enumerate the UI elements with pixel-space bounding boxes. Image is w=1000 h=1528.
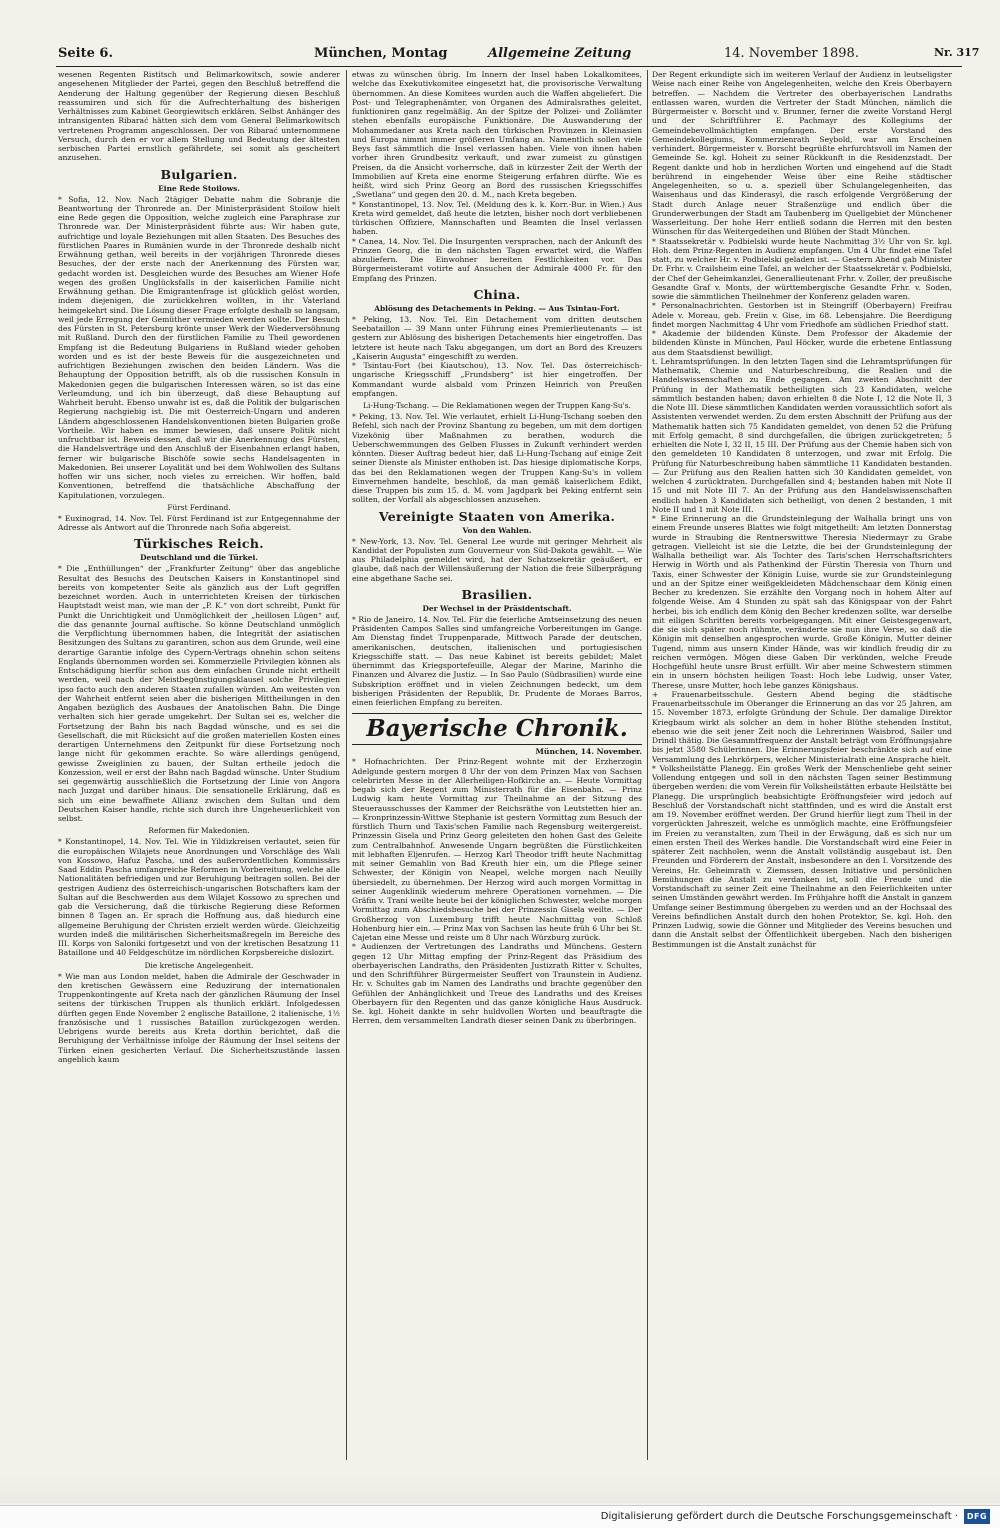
issue-date: 14. November 1898. — [724, 46, 859, 61]
chronicle-heading: Bayerische Chronik. — [352, 713, 642, 745]
page-number: Seite 6. — [58, 46, 113, 61]
page-header — [56, 44, 980, 67]
article-text: * Akademie der bildenden Künste. Dem Professor der Akademie der bildenden Künste in München, Paul Höcker, wurde die erbetene Entlassung aus dem Staatsdienst bewilligt. — [652, 329, 952, 357]
section-subheading: Li-Hung-Tschang. — Die Reklamationen wegen der Truppen Kang-Su's. — [363, 401, 631, 410]
section-heading: Brasilien. — [461, 586, 533, 602]
article-text: * Sofia, 12. Nov. Nach 2tägiger Debatte nahm die Sobranje die Beantwortung der Thronrede an. Der Ministerpräsident Stoilow hielt eine Rede gegen die Opposition, welche zugleich eine Paraphrase zur Thronrede war. Der Ministerpräsident führte aus: Wir haben gute, aufrichtige und loyale Beziehungen mit allen Staaten. Des Besuches des fürstlichen Paares in Rumänien wurde in der Thronrede deshalb nicht Erwähnung gethan, weil bereits in der vorjährigen Thronrede dieses Besuches, der der erste nach der Anerkennung des Fürsten war, gedacht worden ist. Desgleichen wurde des Besuches am Wiener Hofe wegen des großen Unglücksfalls in der kaiserlichen Familie nicht Erwähnung gethan. Die Emigrantenfrage ist glücklich gelöst worden, indem diejenigen, die zurückkehren wollten, in ihr Vaterland heimgekehrt sind. Die Lösung dieser Frage erfolgte deshalb so langsam, weil jede Erregung der Gemüther vermieden werden sollte. Der Besuch des Fürsten in St. Petersburg krönte unser Werk der Wiederversöhnung mit Rußland. Durch den der fürstlichen Familie zu Theil gewordenen Empfang ist die Bedeutung Bulgariens in Rußland wieder gehoben worden und es ist der beste Beweis für die ausgezeichneten und aufrichtigen Beziehungen zwischen den beiden Ländern. Was die Behauptung der Opposition betrifft, als ob die russischen Konsuln in Makedonien gegen die bulgarischen Interessen wären, so ist das eine Verleumdung, und ich bin überzeugt, daß diese Behauptung auf Wahrheit beruht. Ebenso unwahr ist es, daß die Politik der bulgarischen Regierung nachgiebig ist. Die mit Oesterreich-Ungarn und anderen Ländern abgeschlossenen Handelskonventionen bieten Bulgarien große Vortheile. Wir haben es immer bewiesen, daß unsere Politik nicht unfruchtbar ist. Beweis dessen, daß wir die Anerkennung des Fürsten, die Handelsverträge und den Anschluß der Eisenbahnen erlangt haben, ferner wir bulgarische Bischöfe sowie sechs Handelsagenten in Makedonien. Bei unserer Loyalität und bei dem Wohlwollen des Sultans hoffen wir uns sicher, noch vieles zu erreichen. Wir hoffen, bald Konventionen, betreffend die thatsächliche Abschaffung der Kapitulationen, vorzulegen. — [58, 194, 340, 500]
section-subheading: Ablösung des Detachements in Peking. — Aus Tsintau-Fort. — [374, 303, 620, 313]
section-subheading: Reformen für Makedonien. — [148, 826, 250, 836]
newspaper-title: Allgemeine Zeitung — [488, 46, 632, 61]
article-text: * Audienzen der Vertretungen des Landraths und Münchens. Gestern gegen 12 Uhr Mittag empfing der Prinz-Regent das Präsidium des oberbayerischen Landraths, den Präsidenten Justizrath Ritter v. Schultes, und den Schriftführer Bürgermeister Seuffert von Traunstein in Audienz. Hr. v. Schultes gab im Namen des Landraths und brachte gegenüber den Gefühlen der Anhänglichkeit und Treue des Landraths und des Kreises Oberbayern für den Regenten und das ganze königliche Haus Ausdruck. Se. kgl. Hoheit dankte in sehr huldvollen Worten und beauftragte die Herren, dem versammelten Landrath dieser seinen Dank zu überbringen. — [352, 942, 642, 1026]
article-text: wesenen Regenten Ristitsch und Belimarkowitsch, sowie anderer angesehenen Mitglieder der Partei, gegen den Beschluß betreffend die Aenderung der Haltung gegenüber der Regierung diesen Beschluß reassumiren und sich für die Aufrechterhaltung des bisherigen Verhältnisses zum Kabinet Georgiewitsch erklären. Selbst Anhänger des intransigenten Ribarać hätten sich dem vom General Belimarkowitsch vertretenen Programm angeschlossen. Der von Ribarać unternommene Versuch, durch den er vor allem Stellung und Bedeutung der ältesten serbischen Partei ernstlich gefährdete, sei somit als gescheitert anzusehen. — [58, 70, 340, 163]
section-heading: Vereinigte Staaten von Amerika. — [378, 508, 616, 524]
section-subheading: Eine Rede Stoilows. — [158, 183, 240, 193]
article-text: * Personalnachrichten. Gestorben ist in Steingriff (Oberbayern) Freifrau Adele v. Moreau, geb. Freiin v. Gise, im 68. Lebensjahre. Die Beerdigung findet morgen Nachmittag 4 Uhr vom Friedhofe am südlichen Friedhof statt. — [652, 301, 952, 329]
section-heading: Türkisches Reich. — [134, 536, 264, 552]
article-text: * Hofnachrichten. Der Prinz-Regent wohnte mit der Erzherzogin Adelgunde gestern morgen 8 Uhr der von dem Prinzen Max von Sachsen celebrirten Messe in der Allerheiligen-Hofkirche an. — Heute Vormittag begab sich der Regent zum Ministerrath für die Eisenbahn. — Prinz Ludwig kam heute Vormittag zur Theilnahme an der Sitzung des Steuerausschusses der Kammer der Reichsräthe von Leutstetten hier an. — Kronprinzessin-Wittwe Stephanie ist gestern Vormittag zum Besuch der fürstlich Thurn und Taxis'schen Familie nach Regensburg weitergereist. Prinzessin Gisela und Prinz Georg geleiteten den hohen Gast des Geleite zum Centralbahnhof. Anwesende Ungarn begrüßten die Fürstlichkeiten mit lebhaften Eljenrufen. — Herzog Karl Theodor trifft heute Nachmittag mit seiner Gemahlin von Bad Kreuth hier ein, um die Pflege seiner Schwester, der Königin von Neapel, welche morgen nach Neuilly übersiedelt, zu übernehmen. Der Herzog wird auch morgen Vormittag in seiner Augenklinik wiederum mehrere Operationen vornehmen. — Die Gräfin v. Trani weilte heute bei der königlichen Schwester, welche morgen Vormittag zum Abschiedsbesuche bei der Prinzessin Gisela weilte. — Der Großherzog von Luxemburg trifft heute Nachmittag von Schloß Hohenburg hier ein. — Prinz Max von Sachsen las heute früh 6 Uhr bei St. Cajetan eine Messe und reiste um 8 Uhr nach Würzburg zurück. — [352, 757, 642, 942]
issue-number: Nr. 317 — [934, 46, 980, 59]
column-1 — [58, 70, 340, 1460]
article-text: * Peking, 13. Nov. Tel. Ein Detachement vom dritten deutschen Seebataillon — 39 Mann unter Führung eines Premierlieutenants — ist gestern zur Ablösung des bisherigen Detachements hier eingetroffen. Das letztere ist heute nach Taku abgegangen, um dort an Bord des Kreuzers „Kaiserin Augusta“ eingeschifft zu werden. — [352, 314, 642, 361]
article-text: + Frauenarbeitsschule. Gestern Abend beging die städtische Frauenarbeitsschule im Oberanger die Erinnerung an das vor 25 Jahren, am 15. November 1873, erfolgte Gründung der Schule. Der damalige Direktor Kriegbaum wirkt als solcher an dem in hoher Blüthe stehenden Institut, ebenso wie die seit jener Zeit noch die Lehrerinnen Waisbrod, Sailer und Drindl thätig. Die Gesammtfrequenz der Anstalt beträgt vom Eröffnungsjahre bis jetzt 3580 Schülerinnen. Die Erinnerungsfeier beschränkte sich auf eine Versammlung des Lehrkörpers, welcher Ministerialrath eine Ansprache hielt. — [652, 689, 952, 764]
article-text: * Euxinograd, 14. Nov. Tel. Fürst Ferdinand ist zur Entgegennahme der Adresse als Antwort auf die Thronrede nach Sofia abgereist. — [58, 513, 340, 532]
article-text: * Konstantinopel, 13. Nov. Tel. (Meldung des k. k. Korr.-Bur. in Wien.) Aus Kreta wird gemeldet, daß heute die letzten, bisher noch dort verbliebenen türkischen Offiziere, Mannschaften und Beamten die Insel verlassen haben. — [352, 199, 642, 237]
section-subheading: Fürst Ferdinand. — [167, 502, 231, 512]
article-text: * Tsintau-Fort (bei Kiautschou), 13. Nov. Tel. Das österreichisch-ungarische Kriegsschiff „Frundsberg“ ist hier eingetroffen. Der Kommandant wurde alsbald vom Prinzen Heinrich von Preußen empfangen. — [352, 361, 642, 398]
article-text: Der Regent erkundigte sich im weiteren Verlauf der Audienz in leutseligster Weise nach einer Reihe von Angelegenheiten, welche den Kreis Oberbayern betreffen. — Nachdem die Vertreter des oberbayerischen Landraths entlassen waren, wurden die Vertreter der Stadt München, nämlich die Bürgermeister v. Borscht und v. Brunner, ferner die zweite Vorstand Hergl und der Schriftführer E. Pachmayr des Kollegiums der Gemeindebevollmächtigten empfangen. Der erste Vorstand des Gemeindekollegiums, Kommerzienrath Seybold, war am Erscheinen verhindert. Bürgermeister v. Borscht begrüßte ehrfurchtsvoll im Namen der Gemeinde Se. kgl. Hoheit zu seiner Rückkunft in die Residenzstadt. Der Regent dankte und hob in herzlichen Worten und eingehend auf die Stadt berührend in eingehender Weise über eine Reihe städtischer Angelegenheiten, so u. a. speziell über Schulangelegenheiten, das Waisenhaus und das Kinderasyl, die rasch erfolgende Vergrößerung der Stadt durch Anlage neuer Straßenzüge und endlich über die Grunderwerbungen der Stadt am Taubenberg im Quellgebiet der Münchener Wasserleitung. Der hohe Herr entließ sodann die Herren mit den besten Wünschen für das Weitergedeihen und Blühen der Stadt München. — [652, 70, 952, 237]
article-text: * Staatssekretär v. Podbielski wurde heute Nachmittag 3½ Uhr von Sr. kgl. Hoh. dem Prinz-Regenten in Audienz empfangen. Um 4 Uhr findet eine Tafel statt, zu welcher Hr. v. Podbielski geladen ist. — Gestern Abend gab Minister Dr. Frhr. v. Crailsheim eine Tafel, an welcher der Staatssekretär v. Podbielski, der Chef der Geheimkanzlei, Generallieutenant Frhr. v. Zoller, der preußische Gesandte Graf v. Monts, der württembergische Gesandte Frhr. v. Soden, sowie die sämmtlichen Theilnehmer der Konferenz geladen waren. — [652, 236, 952, 301]
dfg-logo: DFG — [964, 1509, 990, 1524]
page-shadow — [0, 1473, 1000, 1503]
column-3 — [652, 70, 952, 1460]
section-subheading: Deutschland und die Türkei. — [140, 553, 258, 563]
article-text: t. Lehramtsprüfungen. In den letzten Tagen sind die Lehramtsprüfungen für Mathematik, Chemie und Naturbeschreibung, die Realien und die Handelswissenschaften zu Ende gegangen. Am zweiten Abschnitt der Prüfung in der Mathematik betheiligten sich 23 Kandidaten, welche sämmtlich bestanden haben; davon erhielten 8 die Note I, 12 die Note II, 3 die Note III. Diese sämmtlichen Kandidaten werden voraussichtlich sofort als Assistenten verwendet werden. Zu dem ersten Abschnitt der Prüfung aus der Mathematik hatten sich 75 Kandidaten gemeldet, von denen 52 die Prüfung mit Erfolg gemacht, 8 sind durchgefallen, die übrigen zurückgetreten; 5 erhielten die Note I, 32 II, 15 III. Der Prüfung aus der Chemie haben sich von den gemeldeten 10 Kandidaten 8 unterzogen, und zwar mit Erfolg. Die Prüfung für Naturbeschreibung haben sämmtliche 11 Kandidaten bestanden. — Zur Prüfung aus den Realien hatten sich 30 Kandidaten gemeldet, von welchen 4 zurücktraten. Durchgefallen sind 4; bestanden haben mit Note II 15 und mit Note III 7. An der Prüfung aus den Handelswissenschaften endlich haben 3 Kandidaten sich betheiligt, von denen 2 bestanden, 1 mit Note II und 1 mit Note III. — [652, 356, 952, 514]
column-divider — [346, 70, 347, 1460]
article-text: * Canea, 14. Nov. Tel. Die Insurgenten versprachen, nach der Ankunft des Prinzen Georg, die in den nächsten Tagen erwartet wird, die Waffen abzuliefern. Die Einwohner bereiten Festlichkeiten vor. Das Bürgermeisteramt votirte auf Ansuchen der Admirale 4000 Fr. für den Empfang des Prinzen. — [352, 236, 642, 283]
section-heading: Bulgarien. — [160, 166, 238, 182]
funding-notice: Digitalisierung gefördert durch die Deutsche Forschungsgemeinschaft · — [600, 1511, 958, 1522]
section-subheading: Von den Wahlen. — [462, 525, 532, 535]
column-2 — [352, 70, 642, 1460]
article-text: * Volksheilstätte Planegg. Ein großes Werk der Menschenliebe geht seiner Vollendung entgegen und soll in den nächsten Tagen seiner Bestimmung übergeben werden: die vom Verein für Volksheilstätten erbaute Heilstätte bei Planegg. Die ursprünglich beabsichtigte Eröffnungsfeier wird jedoch auf Beschluß der Vorstandschaft nicht stattfinden, und es wird die Anstalt erst am 19. November eröffnet werden. Der Grund hierfür liegt zum Theil in der vorgerückten Jahreszeit, welche es unmöglich machte, eine Eröffnungsfeier im Freien zu veranstalten, zum Theil in der Erwägung, daß es sich nur um einen ersten Theil des Werkes handle. Die Vorstandschaft wird eine Feier in späterer Zeit nachholen, wenn die Anstalt vollständig ausgebaut ist. Den Freunden und Förderern der Anstalt, insbesondere an den I. Vorsitzende des Vereins, Hr. Geheimrath v. Ziemssen, dessen Initiative und persönlichen Bemühungen die Anstalt zu verdanken ist, soll die Freude und die Vorstandschaft zu seiner Zeit eine Theilnahme an den Feierlichkeiten unter seinen Umständen gewährt werden. Im Frühjahre hofft die Anstalt in ganzem Umfange seiner Bestimmung übergeben zu werden und an der Hochsaal des Vereins befindlichen Anstalt durch den hohen Protektor, Se. kgl. Hoh. den Prinzen Ludwig, sowie die Gönner und Mitglieder des Vereins besuchen und dann die Anstalt selbst der Öffentlichkeit übergeben. Nach den bisherigen Bestimmungen ist die Anstalt zunächst für — [652, 763, 952, 949]
place-day: München, Montag — [314, 46, 448, 61]
article-text: * Rio de Janeiro, 14. Nov. Tel. Für die feierliche Amtseinsetzung des neuen Präsidenten Campos Salles sind umfangreiche Vorbereitungen im Gange. Am Dienstag findet Truppenparade, Mittwoch Parade der deutschen, amerikanischen, deutschen, italienischen und portugiesischen Kriegsschiffe statt. — Das neue Kabinet ist bereits gebildet; Malet übernimmt das Kriegsportefeuille, Alegar der Marine, Marinho die Finanzen und Alvarez die Justiz. — In Sao Paulo (Südbrasilien) wurde eine Subskription eröffnet und in vielen Zeichnungen bedeckt, um dem bisherigen Präsidenten der Republik, Dr. Prudente de Moraes Barros, einen feierlichen Empfang zu bereiten. — [352, 614, 642, 707]
article-text: * Eine Erinnerung an die Grundsteinlegung der Walhalla bringt uns von einem Freunde unseres Blattes wie folgt mitgetheilt: Am letzten Donnerstag wurde in Straubing die Rentnerswittwe Theresia Niedermayr zu Grabe getragen. Vielleicht ist sie die Letzte, die bei der Grundsteinlegung der Walhalla betheiligt war. Als Tochter des Taris'schen Herrschaftsrichters Herwig in Wörth und als Pathenkind der Fürstin Theresia von Thurn und Taxis, einer Schwester der Königin Luise, wurde sie zur Grundsteinlegung und an der Spitze einer weißgekleideten Mädchenschaar dem König einen Becher zu kredenzen. Sie erzählte den Vorgang noch in hohem Alter auf folgende Weise. Am 4 Stunden zu spät sah das Königspaar von der Fahrt herbei, bis ich endlich dem König den Becher kredenzen sollte, war derselbe mit eiligen Schritten bereits vorbeigegangen. Mit einer Geistesgegenwart, die sie sich später noch rühmte, veränderte sie nun ihre Verse, so daß die Königin mit denselben angesprochen wurde. Große Königin, Mutter deiner Tugend, nimm aus unsern Kinder Hände, was wir kindlich freudig dir zu reichen vermögen. Mögen diese Gaben Dir verkünden, welche Freude Hochgefühl heute unsre Brust erfüllt. Wir aber meine Schwestern stimmen ein in unsern höchsten heiligen Toast: Hoch lebe Ludwig, unser Vater, Therese, unsre Mutter, hoch lebe ganzes Königshaus. — [652, 514, 952, 690]
article-text: * Konstantinopel, 14. Nov. Tel. Wie in Yildizkreisen verlautet, seien für die europäischen Wilajets neue Anordnungen und Vorschläge des Wali von Kossowo, Hafuz Pascha, und des außerordentlichen Kommissärs Saad Eddin Pascha umfangreiche Reformen in Vorbereitung, welche alle Nationalitäten befriedigen und zur Beruhigung beitragen sollen. Bei der gestrigen Audienz des österreichisch-ungarischen Botschafters kam der Sultan auf die Beschwerden aus dem Wilajet Kossowo zu sprechen und gab die Versicherung, daß die türkische Regierung diese Reformen binnen 8 Tagen an. Er sprach die Hoffnung aus, daß hiedurch eine allgemeine Beruhigung der Christen erzielt werden würde. Gleichzeitig wurden indeß die militärischen Sicherheitsmaßregeln im Bereiche des III. Korps von Saloniki fortgesetzt und von der kretischen Besatzung 11 Bataillone und 40 Feldgeschütze im nördlichen Korpsbereiche dislozirt. — [58, 837, 340, 958]
section-subheading: Die kretische Angelegenheit. — [144, 960, 254, 970]
section-subheading: Der Wechsel in der Präsidentschaft. — [422, 603, 572, 613]
article-text: * Peking, 13. Nov. Tel. Wie verlautet, erhielt Li-Hung-Tschang soeben den Befehl, sich nach der Provinz Shantung zu begeben, um mit dem dortigen Vizekönig über Maßnahmen zu berathen, wodurch die Ueberschwemmungen des Gelben Flusses in Zukunft verhindert werden könnten. Dieser Auftrag bedeut hier, daß Li-Hung-Tschang auf einige Zeit seiner Dienste als Minister enthoben ist. Das hiesige diplomatische Korps, das bei den Reklamationen wegen der Truppen Kang-Su's in vollem Einvernehmen handelte, beschloß, da man gemäß kaiserlichem Edikt, diese Truppen bis zum 15. d. M. vom Jagdpark bei Peking entfernt sein sollten, der Vorfall als abgeschlossen anzusehen. — [352, 412, 642, 505]
article-text: * New-York, 13. Nov. Tel. General Lee wurde mit geringer Mehrheit als Kandidat der Populisten zum Gouverneur von Süd-Dakota gewählt. — Wie aus Philadelphia gemeldet wird, hat der Schatzsekretär geäußert, er glaube, daß nach der Willensäußerung der Nation die freie Silberprägung eine abgethane Sache sei. — [352, 536, 642, 583]
article-text: etwas zu wünschen übrig. Im Innern der Insel haben Lokalkomitees, welche das Exekutivkomitee eingesetzt hat, die provisorische Verwaltung übernommen. An diese Komitees wurden auch die Waffen abgeliefert. Die Post- und Telegraphenämter, von Organen des Admiralsrathes geleitet, funktioniren ganz regelmäßig. An der Spitze der Polizei- und Zollämter stehen ebenfalls europäische Funktionäre. Die Auswanderung der Mohammedaner aus Kreta nach den türkischen Provinzen in Kleinasien und Europa nimmt immer größeren Umfang an. Namentlich sollen viele Beys fast sämmtlich die Insel verlassen haben. Viele von ihnen haben vorher ihren Grundbesitz verkauft, und zwar zumeist zu günstigen Preisen, da die Ansicht vorherrsche, daß in kürzester Zeit der Werth der Immobilien auf Kreta eine enorme Steigerung erfahren dürfte. Wie es heißt, wird sich Prinz Georg an Bord des russischen Kriegsschiffes „Swetlana“ und gegen den 20. d. M., nach Kreta begeben. — [352, 70, 642, 200]
article-text: * Wie man aus London meldet, haben die Admirale der Geschwader in den kretischen Gewässern eine Reduzirung der internationalen Truppenkontingente auf Kreta nach der gänzlichen Räumung der Insel seitens der türkischen Truppen als thunlich erklärt. Infolgedessen dürften gegen Ende November 2 englische Bataillone, 2 italienische, 1½ französische und 1 russisches Bataillon zurückgezogen werden. Uebrigens wurde bereits aus Kreta dorthin berichtet, daß die Beruhigung der Verhältnisse infolge der Räumung der Insel seitens der Türken einen gesicherten Verlauf. Die Sicherheitszustände lassen angeblich kaum — [58, 971, 340, 1064]
chronicle-dateline: München, 14. November. — [535, 747, 642, 757]
column-divider — [647, 70, 648, 1460]
article-text: * Die „Enthüllungen“ der „Frankfurter Zeitung“ über das angebliche Resultat des Besuchs des Deutschen Kaisers in Konstantinopel sind bereits von kompetenter Seite als gänzlich aus der Luft gegriffen bezeichnet worden. Auch in unterrichteten Kreisen der türkischen Hauptstadt weist man, wie man der „P. K.“ von dort schreibt, Punkt für Punkt die Unrichtigkeit und Unmöglichkeit der „heillosen Lügen“ auf, die das genannte Journal auftische. So könne Deutschland unmöglich die Verpflichtung übernommen haben, die Integrität der asiatischen Besitzungen des Sultans zu garantiren, schon aus dem Grunde, weil eine derartige Garantie infolge des Cypern-Vertrags ohnehin schon seitens Englands übernommen worden sei. Kommerzielle Privilegien können als Entschädigung hierfür schon aus dem einfachen Grunde nicht ertheilt werden, weil nach der Meistbegünstigungsklausel solche Privilegien ipso facto auch den anderen Staaten zufallen würden. Am weitesten von der Wahrheit entfernt seien aber die bisherigen Mittheilungen in den Angaben bezüglich des Ausbaues der Anatolischen Bahn. Die Dinge verhalten sich hier gerade umgekehrt. Der Sultan sei es, welcher die Fortsetzung der Bahn bis nach Bagdad wünsche, und es sei die Gesellschaft, die mit Rücksicht auf die großen materiellen Kosten eines derartigen Unternehmens den Zeitpunkt für diese Fortsetzung noch lange nicht für gekommen erachte. So wäre allerdings genügend, gewisse Zweiglinien zu bauen, der Sultan ertheile jedoch die Konzession, weil er erst der Bahn nach Bagdad wünsche. Unter Studium sei gegenwärtig ausschließlich die Fortsetzung der Linie von Angora nach Juzgat und darüber hinaus. Die sensationelle Erklärung, daß es sich um eine bewaffnete Allianz zwischen dem Sultan und dem Deutschen Kaiser handle, richte sich durch ihre Ungeheuerlichkeit von selbst. — [58, 564, 340, 823]
digitization-footer — [0, 1505, 1000, 1528]
section-heading: China. — [473, 286, 521, 302]
